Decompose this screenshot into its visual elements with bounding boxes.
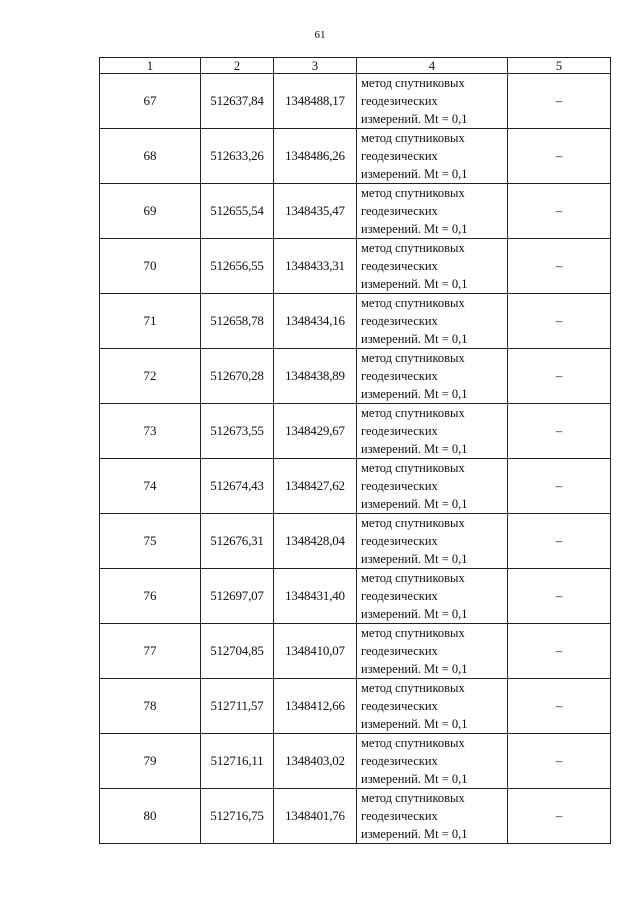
- point-number-cell: 67: [100, 74, 201, 129]
- page-number: 61: [314, 29, 326, 41]
- note-cell: –: [508, 239, 611, 294]
- point-number-cell: 75: [100, 514, 201, 569]
- coordinates-table: [99, 57, 611, 844]
- method-cell: [357, 184, 508, 239]
- header-col-4: 4: [357, 58, 508, 74]
- table-row: [100, 74, 611, 129]
- table-row: [100, 294, 611, 349]
- note-cell: –: [508, 349, 611, 404]
- coordinate-x-cell: 512711,57: [201, 679, 274, 734]
- method-line: метод спутниковых: [361, 516, 465, 530]
- note-cell: –: [508, 74, 611, 129]
- coordinate-y-cell: 1348410,07: [274, 624, 357, 679]
- method-line: метод спутниковых: [361, 406, 465, 420]
- coordinate-x-cell: 512656,55: [201, 239, 274, 294]
- table-row: [100, 569, 611, 624]
- coordinate-x-cell: 512704,85: [201, 624, 274, 679]
- table-row: [100, 624, 611, 679]
- method-line: измерений. Mt = 0,1: [361, 387, 468, 401]
- method-line: метод спутниковых: [361, 241, 465, 255]
- note-cell: –: [508, 679, 611, 734]
- point-number-cell: 68: [100, 129, 201, 184]
- method-line: метод спутниковых: [361, 626, 465, 640]
- method-line: геодезических: [361, 259, 438, 273]
- method-cell: [357, 404, 508, 459]
- method-line: метод спутниковых: [361, 571, 465, 585]
- method-line: измерений. Mt = 0,1: [361, 222, 468, 236]
- method-cell: [357, 624, 508, 679]
- coordinate-x-cell: 512716,75: [201, 789, 274, 844]
- method-line: метод спутниковых: [361, 736, 465, 750]
- method-line: метод спутниковых: [361, 76, 465, 90]
- coordinate-y-cell: 1348435,47: [274, 184, 357, 239]
- coordinate-y-cell: 1348429,67: [274, 404, 357, 459]
- method-line: геодезических: [361, 369, 438, 383]
- coordinate-x-cell: 512716,11: [201, 734, 274, 789]
- note-cell: –: [508, 734, 611, 789]
- method-cell: [357, 239, 508, 294]
- method-cell: [357, 734, 508, 789]
- note-cell: –: [508, 789, 611, 844]
- method-line: измерений. Mt = 0,1: [361, 332, 468, 346]
- point-number-cell: 79: [100, 734, 201, 789]
- point-number-cell: 74: [100, 459, 201, 514]
- method-line: метод спутниковых: [361, 186, 465, 200]
- method-line: метод спутниковых: [361, 461, 465, 475]
- note-cell: –: [508, 459, 611, 514]
- method-line: геодезических: [361, 479, 438, 493]
- note-cell: –: [508, 404, 611, 459]
- coordinate-x-cell: 512676,31: [201, 514, 274, 569]
- table-row: [100, 514, 611, 569]
- coordinate-y-cell: 1348438,89: [274, 349, 357, 404]
- note-cell: –: [508, 294, 611, 349]
- point-number-cell: 72: [100, 349, 201, 404]
- header-col-5: 5: [508, 58, 611, 74]
- header-col-2: 2: [201, 58, 274, 74]
- coordinate-x-cell: 512674,43: [201, 459, 274, 514]
- method-line: геодезических: [361, 314, 438, 328]
- method-line: геодезических: [361, 424, 438, 438]
- header-col-3: 3: [274, 58, 357, 74]
- note-cell: –: [508, 569, 611, 624]
- method-cell: [357, 129, 508, 184]
- method-cell: [357, 74, 508, 129]
- method-cell: [357, 294, 508, 349]
- point-number-cell: 80: [100, 789, 201, 844]
- method-line: метод спутниковых: [361, 296, 465, 310]
- table-row: [100, 459, 611, 514]
- method-line: метод спутниковых: [361, 131, 465, 145]
- coordinate-x-cell: 512655,54: [201, 184, 274, 239]
- method-line: измерений. Mt = 0,1: [361, 167, 468, 181]
- coordinate-y-cell: 1348412,66: [274, 679, 357, 734]
- point-number-cell: 76: [100, 569, 201, 624]
- table-row: [100, 349, 611, 404]
- point-number-cell: 70: [100, 239, 201, 294]
- method-cell: [357, 514, 508, 569]
- method-line: метод спутниковых: [361, 681, 465, 695]
- table-body: [100, 74, 611, 844]
- method-cell: [357, 789, 508, 844]
- method-cell: [357, 459, 508, 514]
- note-cell: –: [508, 514, 611, 569]
- coordinate-x-cell: 512697,07: [201, 569, 274, 624]
- note-cell: –: [508, 129, 611, 184]
- method-line: измерений. Mt = 0,1: [361, 717, 468, 731]
- method-line: геодезических: [361, 534, 438, 548]
- coordinate-y-cell: 1348431,40: [274, 569, 357, 624]
- coordinate-y-cell: 1348403,02: [274, 734, 357, 789]
- method-line: геодезических: [361, 589, 438, 603]
- point-number-cell: 71: [100, 294, 201, 349]
- method-line: метод спутниковых: [361, 791, 465, 805]
- table-row: [100, 129, 611, 184]
- method-line: измерений. Mt = 0,1: [361, 772, 468, 786]
- coordinate-y-cell: 1348428,04: [274, 514, 357, 569]
- header-row: [100, 58, 611, 74]
- table-row: [100, 789, 611, 844]
- table-row: [100, 404, 611, 459]
- coordinate-x-cell: 512673,55: [201, 404, 274, 459]
- method-line: измерений. Mt = 0,1: [361, 827, 468, 841]
- coordinate-x-cell: 512658,78: [201, 294, 274, 349]
- coordinate-y-cell: 1348434,16: [274, 294, 357, 349]
- method-line: измерений. Mt = 0,1: [361, 442, 468, 456]
- method-line: геодезических: [361, 204, 438, 218]
- method-line: геодезических: [361, 699, 438, 713]
- coordinate-x-cell: 512637,84: [201, 74, 274, 129]
- method-line: измерений. Mt = 0,1: [361, 607, 468, 621]
- method-line: геодезических: [361, 644, 438, 658]
- table-row: [100, 239, 611, 294]
- table-row: [100, 734, 611, 789]
- method-line: метод спутниковых: [361, 351, 465, 365]
- point-number-cell: 78: [100, 679, 201, 734]
- coordinate-y-cell: 1348488,17: [274, 74, 357, 129]
- coordinate-y-cell: 1348427,62: [274, 459, 357, 514]
- method-cell: [357, 569, 508, 624]
- coordinate-y-cell: 1348401,76: [274, 789, 357, 844]
- table-row: [100, 184, 611, 239]
- point-number-cell: 77: [100, 624, 201, 679]
- note-cell: –: [508, 624, 611, 679]
- note-cell: –: [508, 184, 611, 239]
- method-line: измерений. Mt = 0,1: [361, 662, 468, 676]
- method-line: измерений. Mt = 0,1: [361, 497, 468, 511]
- method-line: геодезических: [361, 149, 438, 163]
- method-cell: [357, 349, 508, 404]
- method-line: измерений. Mt = 0,1: [361, 112, 468, 126]
- method-line: геодезических: [361, 94, 438, 108]
- coordinate-x-cell: 512633,26: [201, 129, 274, 184]
- header-col-1: 1: [100, 58, 201, 74]
- table-row: [100, 679, 611, 734]
- method-line: измерений. Mt = 0,1: [361, 552, 468, 566]
- method-line: измерений. Mt = 0,1: [361, 277, 468, 291]
- coordinate-y-cell: 1348486,26: [274, 129, 357, 184]
- point-number-cell: 69: [100, 184, 201, 239]
- method-cell: [357, 679, 508, 734]
- method-line: геодезических: [361, 754, 438, 768]
- method-line: геодезических: [361, 809, 438, 823]
- point-number-cell: 73: [100, 404, 201, 459]
- coordinate-x-cell: 512670,28: [201, 349, 274, 404]
- coordinate-y-cell: 1348433,31: [274, 239, 357, 294]
